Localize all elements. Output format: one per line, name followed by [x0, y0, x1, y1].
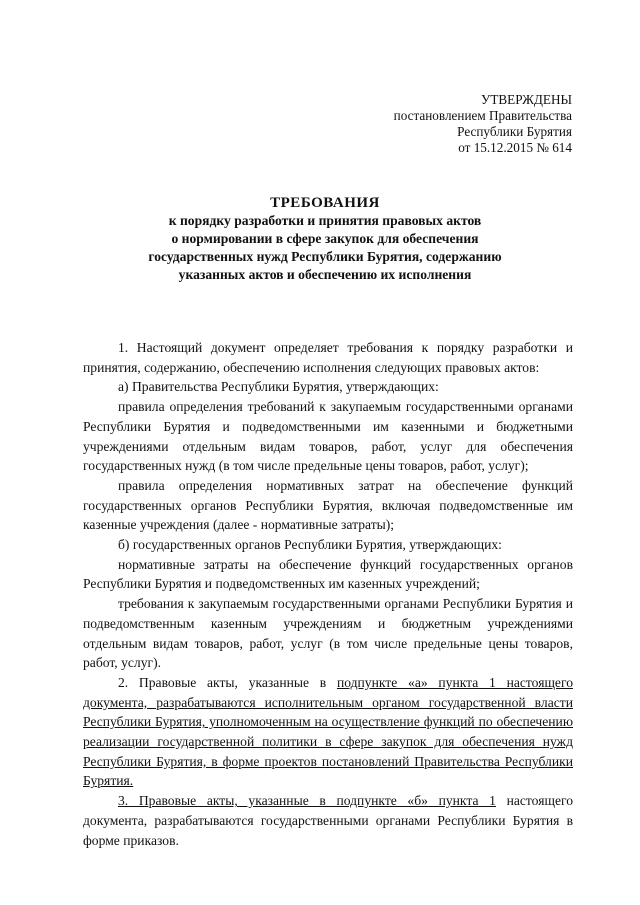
approval-line-1: УТВЕРЖДЕНЫ [480, 92, 572, 107]
title-main: ТРЕБОВАНИЯ [270, 195, 380, 211]
title-subtitle-line-3: государственных нужд Республики Бурятия, содержанию [148, 249, 502, 264]
paragraph-2 [83, 673, 573, 791]
title-subtitle-line-4: указанных актов и обеспечению их исполнения [178, 267, 472, 282]
paragraph-1a-item-2: правила определения нормативных затрат на обеспечение функций государственных органов Республики Бурятия, включая подведомственные им казенные учреждения (далее - нормативные затраты); [83, 477, 573, 533]
paragraph-1: 1. Настоящий документ определяет требования к порядку разработки и принятия, содержанию, обеспечению исполнения следующих правовых актов: [83, 340, 573, 375]
approval-line-3: Республики Бурятия [457, 124, 572, 139]
paragraph-3-link[interactable]: 3. Правовые акты, указанные в подпункте «б» пункта 1 [118, 793, 496, 809]
paragraph-1b-item-1: нормативные затраты на обеспечение функций государственных органов Республики Бурятия и подведомственных им казенных учреждений; [83, 556, 573, 592]
paragraph-1b-item-2: требования к закупаемым государственными органами Республики Бурятия и подведомственным казенным учреждениям и бюджетным учреждениями отдельным видам товаров, работ, услуг (в том числе предельные цены товаров, работ, услуг). [83, 596, 573, 671]
paragraph-1a-item-1: правила определения требований к закупаемым государственными органами Республики Бурятия и подведомственными им казенными и бюджетными учреждениями отдельным видам товаров, работ, услуг для обеспечения государственных нужд (в том числе предельные цены товаров, работ, услуг); [83, 399, 573, 474]
approval-line-2: постановлением Правительства [393, 108, 572, 123]
paragraph-2-link[interactable]: подпункте «а» пункта 1 настоящего документа, разрабатываются исполнительным органом государственной власти Республики Бурятия, уполномоченным на осуществление функций по обеспечению реализации государственной политики в сфере закупок для обеспечения нужд Республики Бурятия, в форме проектов постановлений Правительства Республики Бурятия. [83, 674, 573, 789]
paragraph-3 [83, 791, 573, 850]
document-body [83, 338, 573, 850]
paragraph-2-text: 2. Правовые акты, указанные в [118, 674, 337, 690]
title-subtitle-line-2: о нормировании в сфере закупок для обеспечения [171, 231, 479, 246]
approval-stamp [394, 92, 572, 156]
paragraph-1b: б) государственных органов Республики Бурятия, утверждающих: [118, 537, 502, 553]
approval-line-4: от 15.12.2015 № 614 [458, 140, 572, 155]
paragraph-3-text: настоящего документа, разрабатываются государственными органами Республики Бурятия в форме приказов. [83, 793, 574, 848]
document-title [80, 194, 570, 284]
paragraph-1a: а) Правительства Республики Бурятия, утверждающих: [118, 379, 439, 395]
title-subtitle-line-1: к порядку разработки и принятия правовых актов [168, 213, 482, 228]
